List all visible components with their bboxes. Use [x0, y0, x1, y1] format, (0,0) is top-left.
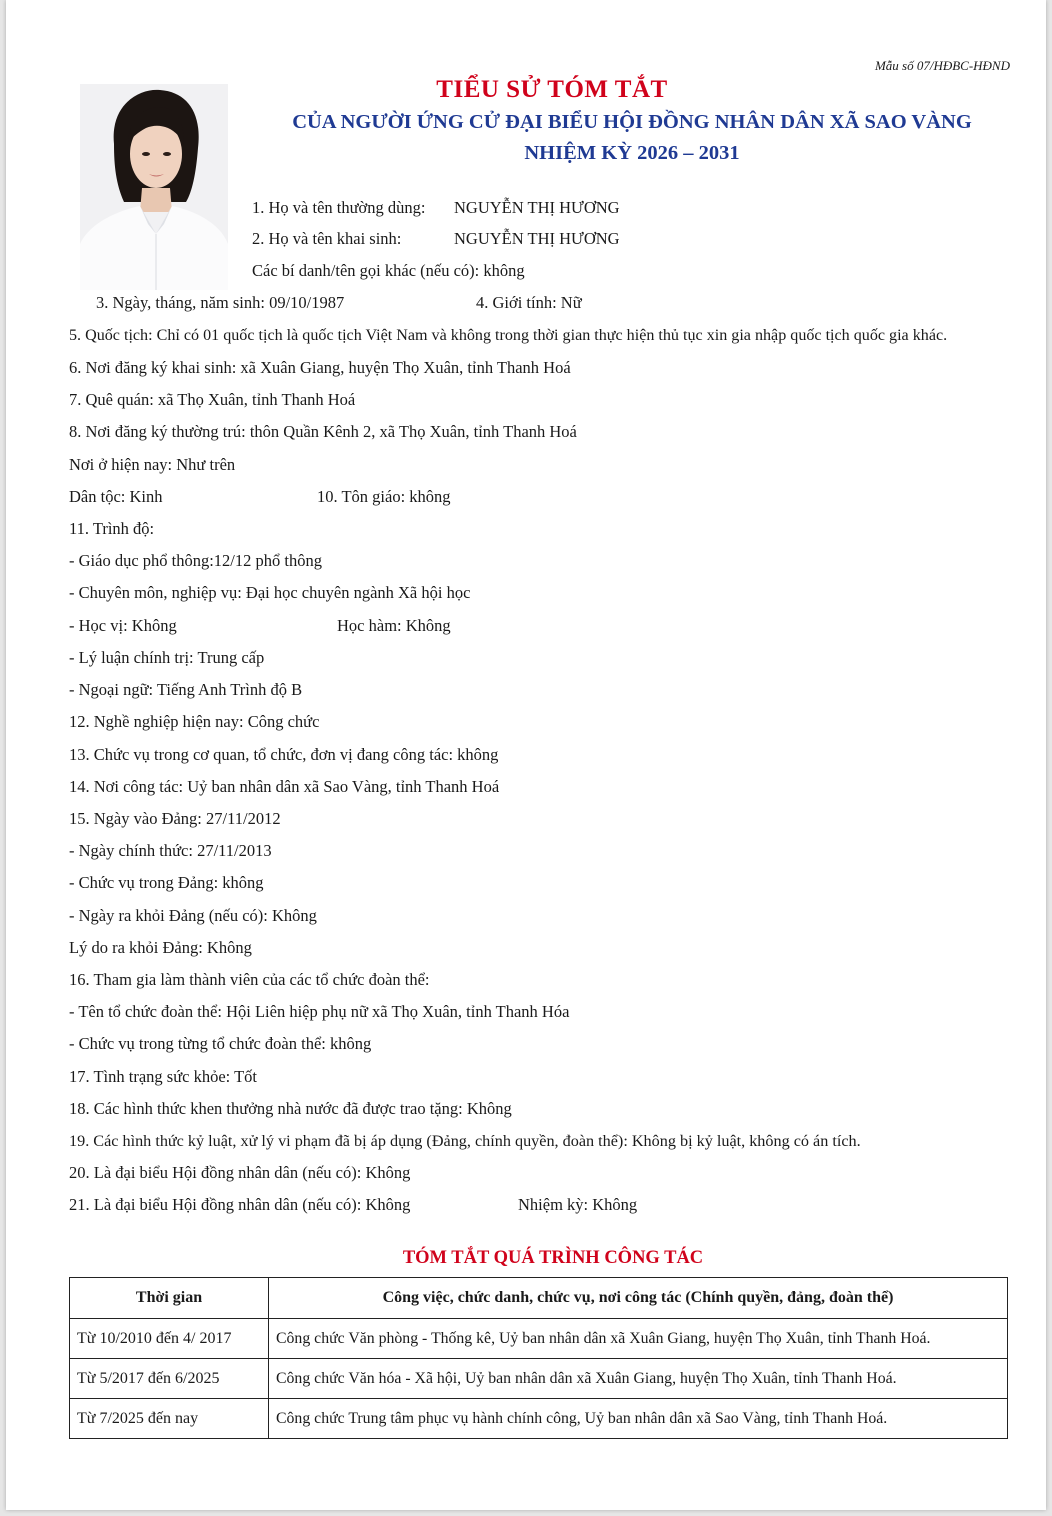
row-time: Từ 10/2010 đến 4/ 2017 [70, 1319, 269, 1359]
field-council-delegate-2: 21. Là đại biểu Hội đồng nhân dân (nếu có): Không [69, 1195, 411, 1214]
field-current-residence: Nơi ở hiện nay: Như trên [69, 455, 236, 474]
work-history-title: TÓM TẮT QUÁ TRÌNH CÔNG TÁC [402, 1248, 704, 1268]
field-party-leave-reason: Lý do ra khỏi Đảng: Không [69, 938, 252, 957]
field-general-education: - Giáo dục phổ thông:12/12 phổ thông [69, 551, 322, 570]
field-party-official-date: - Ngày chính thức: 27/11/2013 [69, 841, 272, 860]
field-education-heading: 11. Trình độ: [69, 519, 155, 538]
field-organization-name: - Tên tổ chức đoàn thể: Hội Liên hiệp phụ nữ xã Thọ Xuân, tỉnh Thanh Hóa [69, 1002, 570, 1021]
table-row [70, 1319, 1008, 1359]
field-party-position: - Chức vụ trong Đảng: không [69, 873, 264, 892]
field-specialization: - Chuyên môn, nghiệp vụ: Đại học chuyên ngành Xã hội học [69, 583, 471, 602]
field-permanent-address: 8. Nơi đăng ký thường trú: thôn Quần Kênh 2, xã Thọ Xuân, tỉnh Thanh Hoá [69, 422, 577, 441]
field-organizations-heading: 16. Tham gia làm thành viên của các tổ chức đoàn thể: [69, 970, 430, 989]
field-common-name-value: NGUYỄN THỊ HƯƠNG [454, 198, 620, 217]
row-time: Từ 7/2025 đến nay [70, 1399, 269, 1439]
field-gender: 4. Giới tính: Nữ [476, 293, 582, 312]
work-history-table [69, 1277, 1008, 1439]
field-religion: 10. Tôn giáo: không [317, 487, 451, 506]
field-political-theory: - Lý luận chính trị: Trung cấp [69, 648, 265, 667]
field-awards: 18. Các hình thức khen thưởng nhà nước đã được trao tặng: Không [69, 1099, 512, 1118]
field-term: Nhiệm kỳ: Không [518, 1195, 638, 1214]
field-party-leave-date: - Ngày ra khỏi Đảng (nếu có): Không [69, 906, 317, 925]
field-birth-name-label: 2. Họ và tên khai sinh: [252, 229, 402, 248]
field-occupation: 12. Nghề nghiệp hiện nay: Công chức [69, 712, 320, 731]
document-page [6, 0, 1046, 1510]
row-job: Công chức Trung tâm phục vụ hành chính công, Uỷ ban nhân dân xã Sao Vàng, tỉnh Thanh Hoá. [269, 1399, 1008, 1439]
field-birth-date: 3. Ngày, tháng, năm sinh: 09/10/1987 [96, 293, 345, 312]
field-discipline: 19. Các hình thức kỷ luật, xử lý vi phạm đã bị áp dụng (Đảng, chính quyền, đoàn thể): Không bị kỷ luật, không có án tích. [69, 1132, 861, 1150]
field-party-join-date: 15. Ngày vào Đảng: 27/11/2012 [69, 809, 281, 828]
field-health: 17. Tình trạng sức khỏe: Tốt [69, 1067, 257, 1086]
form-code: Mẫu số 07/HĐBC-HĐND [874, 58, 1010, 73]
field-workplace: 14. Nơi công tác: Uỷ ban nhân dân xã Sao Vàng, tỉnh Thanh Hoá [69, 777, 500, 796]
field-academic-title: Học hàm: Không [337, 616, 451, 635]
field-birth-registration: 6. Nơi đăng ký khai sinh: xã Xuân Giang, huyện Thọ Xuân, tỉnh Thanh Hoá [69, 358, 571, 377]
field-council-delegate: 20. Là đại biểu Hội đồng nhân dân (nếu có): Không [69, 1163, 411, 1182]
field-alias: Các bí danh/tên gọi khác (nếu có): không [252, 261, 525, 280]
column-header-time: Thời gian [70, 1278, 269, 1319]
document-subtitle: CỦA NGƯỜI ỨNG CỬ ĐẠI BIỂU HỘI ĐỒNG NHÂN DÂN XÃ SAO VÀNG [292, 111, 972, 133]
row-time: Từ 5/2017 đến 6/2025 [70, 1359, 269, 1399]
field-ethnicity: Dân tộc: Kinh [69, 487, 163, 506]
field-foreign-language: - Ngoại ngữ: Tiếng Anh Trình độ B [69, 680, 303, 699]
column-header-job: Công việc, chức danh, chức vụ, nơi công tác (Chính quyền, đảng, đoàn thể) [269, 1278, 1008, 1319]
document-term: NHIỆM KỲ 2026 – 2031 [524, 142, 740, 164]
field-nationality: 5. Quốc tịch: Chỉ có 01 quốc tịch là quốc tịch Việt Nam và không trong thời gian thực hiện thủ tục xin gia nhập quốc tịch quốc gia khác. [69, 327, 948, 344]
row-job: Công chức Văn phòng - Thống kê, Uỷ ban nhân dân xã Xuân Giang, huyện Thọ Xuân, tỉnh Thanh Hoá. [269, 1319, 1008, 1359]
field-hometown: 7. Quê quán: xã Thọ Xuân, tỉnh Thanh Hoá [69, 390, 356, 409]
table-row [70, 1399, 1008, 1439]
table-header-row [70, 1278, 1008, 1319]
field-degree: - Học vị: Không [69, 616, 177, 635]
field-birth-name-value: NGUYỄN THỊ HƯƠNG [454, 229, 620, 248]
row-job: Công chức Văn hóa - Xã hội, Uỷ ban nhân dân xã Xuân Giang, huyện Thọ Xuân, tỉnh Thanh Hoá. [269, 1359, 1008, 1399]
table-row [70, 1359, 1008, 1399]
document-title: TIỂU SỬ TÓM TẮT [436, 76, 668, 103]
field-common-name-label: 1. Họ và tên thường dùng: [252, 198, 426, 217]
field-position: 13. Chức vụ trong cơ quan, tổ chức, đơn vị đang công tác: không [69, 745, 499, 764]
field-organization-position: - Chức vụ trong từng tổ chức đoàn thể: không [69, 1034, 372, 1053]
